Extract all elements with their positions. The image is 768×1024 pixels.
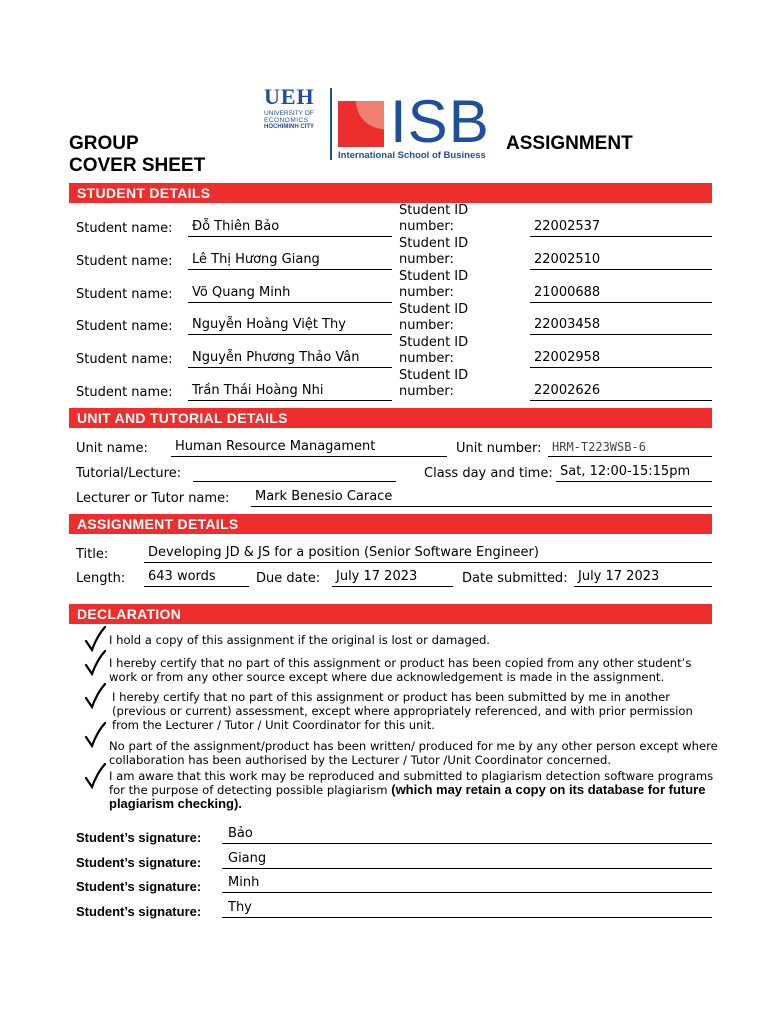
cover-title-line2: COVER SHEET: [69, 155, 206, 176]
ueh-logo-line1: UNIVERSITY OF: [264, 110, 314, 117]
assignment-details-heading: ASSIGNMENT DETAILS: [69, 514, 712, 534]
student-id-value: 22002537: [530, 219, 712, 237]
due-date-label: Due date:: [256, 571, 321, 586]
unit-number-value: HRM-T223WSB-6: [548, 439, 712, 457]
unit-details-heading: UNIT AND TUTORIAL DETAILS: [69, 408, 712, 428]
student-name-label: Student name:: [76, 254, 173, 269]
logo-divider: [330, 88, 332, 160]
signature-value: Bảo: [222, 826, 712, 844]
lecturer-label: Lecturer or Tutor name:: [76, 491, 230, 506]
student-name-value: Nguyễn Hoàng Việt Thy: [188, 317, 392, 335]
declaration-item-3: I hereby certify that no part of this assignment or product has been submitted by me in another (previous or current) assessment, except where appropriately referenced, and with prior permission from the Lecturer / Tutor / Unit Coordinator for this unit.: [112, 690, 693, 732]
student-name-value: Võ Quang Minh: [188, 285, 392, 303]
student-id-value: 21000688: [530, 285, 712, 303]
student-id-value: 22002626: [530, 383, 712, 401]
signature-label: Student’s signature:: [76, 855, 202, 870]
student-id-value: 22002510: [530, 252, 712, 270]
isb-logo-mark: ISB: [390, 88, 490, 155]
student-id-label: Student ID number:: [399, 335, 469, 366]
class-time-value: Sat, 12:00-15:15pm: [556, 464, 712, 482]
student-name-label: Student name:: [76, 221, 173, 236]
cover-title-line1: GROUP: [69, 133, 139, 154]
checkmark-icon: [84, 763, 106, 789]
student-id-label: Student ID number:: [399, 302, 469, 333]
checkmark-icon: [84, 722, 106, 748]
student-name-label: Student name:: [76, 287, 173, 302]
declaration-item-2: I hereby certify that no part of this assignment or product has been copied from any other student’s work or from any other source except where due acknowledgement is made in the assignment.: [109, 656, 692, 684]
signature-label: Student’s signature:: [76, 830, 202, 845]
unit-number-label: Unit number:: [456, 441, 542, 456]
student-id-label: Student ID number:: [399, 203, 469, 234]
signature-value: Giang: [222, 851, 712, 869]
ueh-logo-line3: HOCHIMINH CITY: [264, 124, 314, 130]
isb-logo-subtitle: International School of Business: [338, 150, 486, 161]
declaration-bold-note: (which may retain a copy on its database for future plagiarism checking).: [109, 782, 706, 811]
assignment-title-label: Title:: [76, 547, 109, 562]
student-id-value: 22002958: [530, 350, 712, 368]
checkmark-icon: [84, 626, 106, 652]
assignment-title: ASSIGNMENT: [506, 133, 633, 154]
signature-value: Thy: [222, 900, 712, 918]
tutorial-label: Tutorial/Lecture:: [76, 466, 182, 481]
declaration-item-5: I am aware that this work may be reproduced and submitted to plagiarism detection software programs for the purpose of detecting possible plagiarism (which may retain a copy on its database for future plagiarism checking).: [109, 769, 714, 811]
date-submitted-label: Date submitted:: [462, 571, 568, 586]
signature-label: Student’s signature:: [76, 904, 202, 919]
declaration-item-1: I hold a copy of this assignment if the original is lost or damaged.: [109, 633, 490, 647]
declaration-heading: DECLARATION: [69, 604, 712, 624]
assignment-title-value: Developing JD & JS for a position (Senior Software Engineer): [144, 545, 712, 563]
student-id-value: 22003458: [530, 317, 712, 335]
student-name-label: Student name:: [76, 319, 173, 334]
checkmark-icon: [84, 650, 106, 676]
ueh-logo-mark: UEH: [264, 84, 315, 109]
checkmark-icon: [84, 683, 106, 709]
ueh-logo: [264, 86, 326, 131]
student-id-label: Student ID number:: [399, 236, 469, 267]
class-time-label: Class day and time:: [424, 466, 553, 481]
student-name-label: Student name:: [76, 352, 173, 367]
length-label: Length:: [76, 571, 126, 586]
student-id-label: Student ID number:: [399, 269, 469, 300]
student-id-label: Student ID number:: [399, 368, 469, 399]
signature-label: Student’s signature:: [76, 879, 202, 894]
length-value: 643 words: [144, 569, 249, 587]
student-name-value: Trần Thái Hoàng Nhi: [188, 383, 392, 401]
unit-name-label: Unit name:: [76, 441, 148, 456]
ueh-logo-line2: ECONOMICS: [264, 117, 309, 124]
isb-logo-quarter-circle: [356, 101, 384, 129]
student-name-value: Lê Thị Hương Giang: [188, 252, 392, 270]
isb-logo-square: [338, 101, 384, 147]
tutorial-value: [193, 464, 396, 482]
due-date-value: July 17 2023: [332, 569, 453, 587]
date-submitted-value: July 17 2023: [574, 569, 712, 587]
student-name-value: Đỗ Thiên Bảo: [188, 219, 392, 237]
signature-value: Minh: [222, 875, 712, 893]
student-details-heading: STUDENT DETAILS: [69, 183, 712, 203]
student-name-value: Nguyễn Phương Thảo Vân: [188, 350, 392, 368]
unit-name-value: Human Resource Managament: [171, 439, 447, 457]
declaration-item-4: No part of the assignment/product has been written/ produced for me by any other person except where collaboration has been authorised by the Lecturer / Tutor /Unit Coordinator concerned.: [109, 739, 718, 767]
lecturer-value: Mark Benesio Carace: [251, 489, 712, 507]
student-name-label: Student name:: [76, 385, 173, 400]
